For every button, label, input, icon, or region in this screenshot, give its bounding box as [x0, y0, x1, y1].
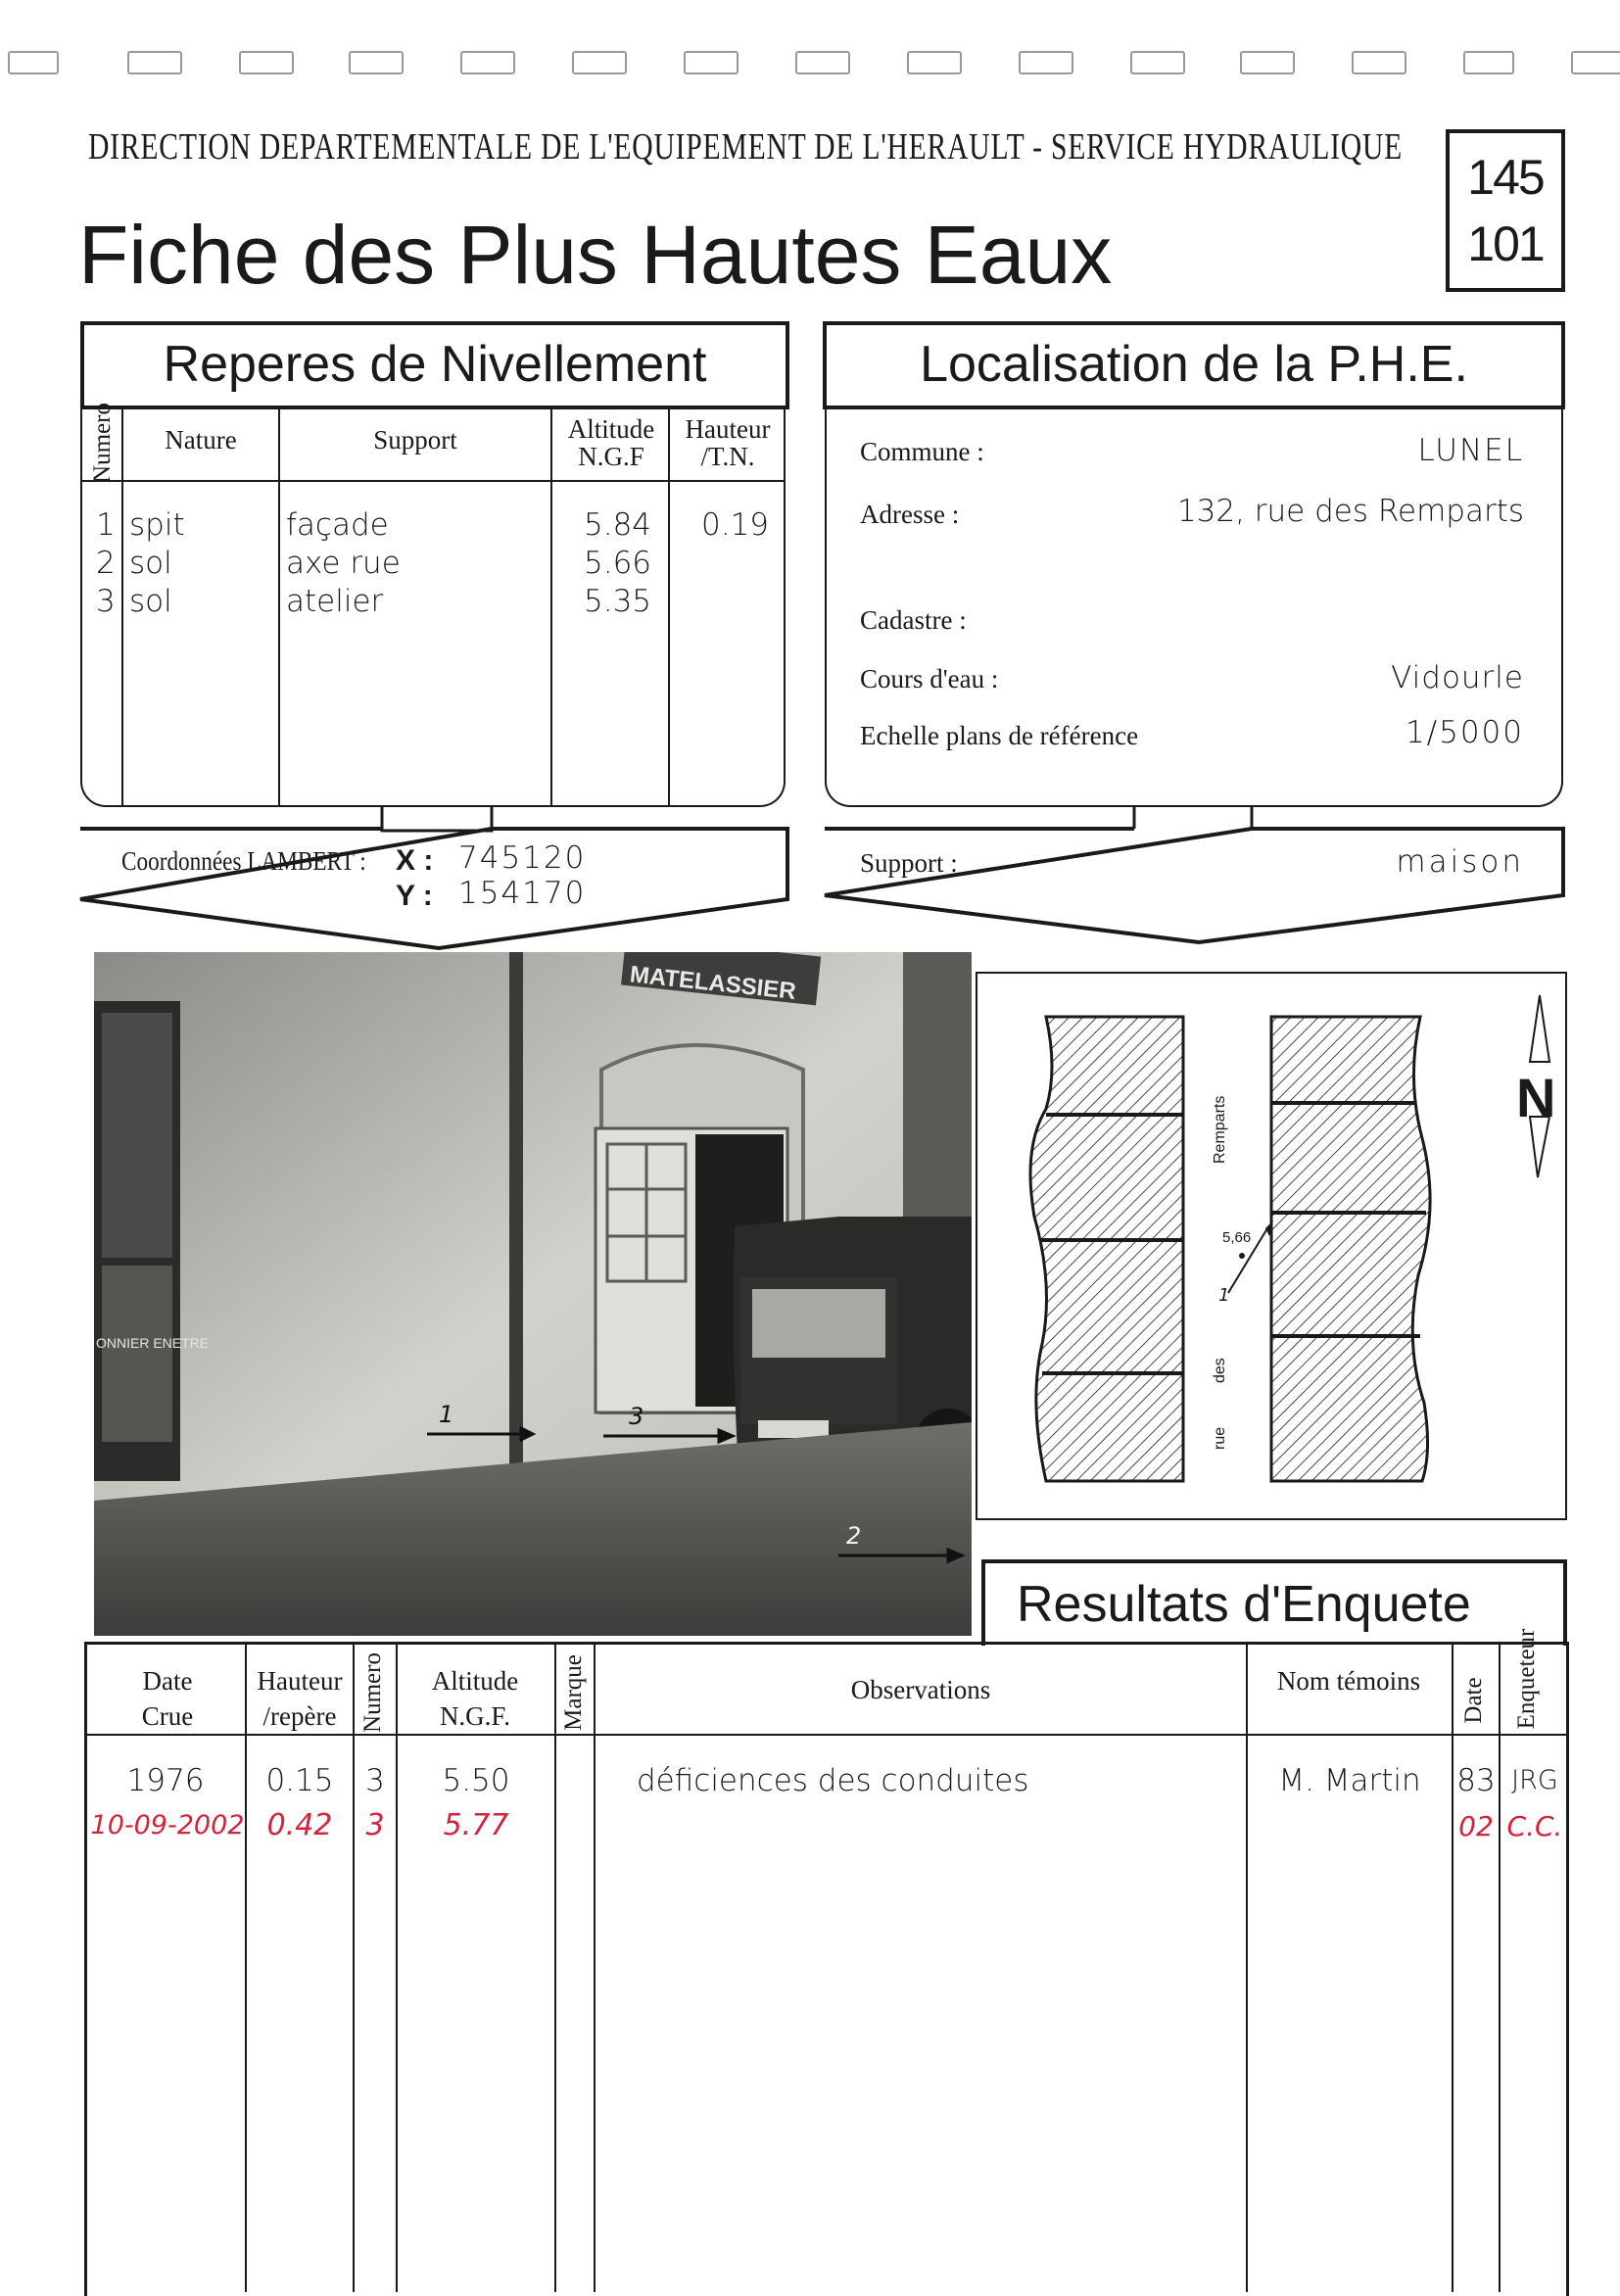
result-date-crue: 1976 [126, 1763, 205, 1798]
photo-mark-1: 1 [439, 1401, 454, 1428]
col-altitude-header: Altitude N.G.F. [431, 1666, 519, 1731]
resultats-table [84, 1642, 1569, 2296]
reperes-row-nature: spit [129, 507, 185, 543]
cadastre-label: Cadastre : [860, 605, 967, 635]
result-hauteur: 0.15 [265, 1763, 334, 1798]
reference-top: 145 [1467, 150, 1544, 205]
echelle-label: Echelle plans de référence [860, 721, 1139, 750]
binder-hole [1130, 51, 1185, 74]
col-observations-header: Observations [850, 1675, 991, 1704]
adresse-label: Adresse : [860, 500, 960, 529]
col-enqueteur-header: Enqueteur [1513, 1628, 1540, 1730]
col-support-header: Support [373, 425, 457, 454]
site-photo [94, 952, 972, 1636]
binder-hole [127, 51, 182, 74]
result-numero: 3 [365, 1763, 385, 1798]
reperes-row-hauteur: 0.19 [701, 507, 770, 543]
reperes-title: Reperes de Nivellement [163, 336, 707, 393]
localisation-title: Localisation de la P.H.E. [920, 336, 1468, 393]
plan-street-remparts: Remparts [1212, 1095, 1228, 1164]
commune-label: Commune : [860, 437, 984, 466]
col-date-crue-header: Date Crue [141, 1666, 194, 1731]
col-numero-header: Numero [89, 403, 116, 483]
support-value: maison [1396, 844, 1524, 880]
col-altitude-header: Altitude N.G.F [567, 414, 655, 471]
resultats-title: Resultats d'Enquete [1017, 1576, 1471, 1633]
lambert-arrow-frame [76, 803, 801, 960]
echelle-value: 1/5000 [1405, 715, 1524, 750]
col-nom-temoins-header: Nom témoins [1276, 1666, 1421, 1696]
result-hauteur: 0.42 [266, 1808, 333, 1842]
reference-box [1446, 129, 1565, 292]
site-plan [976, 972, 1567, 1520]
support-label: Support : [860, 848, 958, 878]
plan-spot-value: 5,66 [1222, 1229, 1252, 1246]
col-hauteur-repere-header: Hauteur /repère [257, 1666, 343, 1731]
result-enqueteur: JRG [1511, 1765, 1558, 1795]
plan-street-rue: rue [1212, 1426, 1228, 1450]
result-date: 02 [1458, 1810, 1494, 1842]
north-arrow-icon: N [1516, 1067, 1556, 1128]
binder-hole [1240, 51, 1295, 74]
cours-eau-value: Vidourle [1391, 660, 1524, 695]
binder-hole [460, 51, 515, 74]
photo-mark-3: 3 [629, 1403, 644, 1430]
cours-eau-label: Cours d'eau : [860, 664, 999, 694]
reperes-row-altitude: 5.35 [584, 584, 652, 619]
binder-hole [1019, 51, 1073, 74]
reperes-row-support: axe rue [286, 546, 401, 581]
localisation-title-box [823, 321, 1565, 409]
reperes-row-altitude: 5.66 [584, 546, 652, 581]
reperes-row-numero: 2 [96, 546, 116, 581]
reperes-row-numero: 3 [96, 584, 116, 619]
binder-hole [349, 51, 404, 74]
reference-bottom: 101 [1467, 216, 1544, 271]
binder-hole [907, 51, 962, 74]
reperes-row-nature: sol [129, 584, 172, 619]
plan-spot-mark: 1 [1218, 1285, 1230, 1306]
support-arrow-frame [819, 803, 1573, 960]
x-label: X : [396, 844, 434, 877]
y-label: Y : [396, 880, 433, 912]
reperes-row-numero: 1 [96, 507, 116, 543]
x-value: 745120 [458, 840, 587, 876]
photo-mark-2: 2 [846, 1522, 862, 1550]
binder-hole [239, 51, 294, 74]
department-header: DIRECTION DEPARTEMENTALE DE L'EQUIPEMENT DE L'HERAULT - SERVICE HYDRAULIQUE [88, 126, 1404, 167]
col-hauteur-header: Hauteur /T.N. [685, 414, 771, 471]
plan-street-des: des [1212, 1358, 1228, 1383]
page-title: Fiche des Plus Hautes Eaux [78, 209, 1113, 301]
commune-value: LUNEL [1417, 433, 1524, 468]
reperes-row-support: façade [286, 507, 389, 543]
col-nature-header: Nature [165, 425, 237, 454]
reperes-title-box [80, 321, 789, 409]
col-date-header: Date [1460, 1677, 1487, 1724]
col-numero-header: Numero [359, 1652, 386, 1733]
y-value: 154170 [458, 876, 587, 911]
reperes-row-altitude: 5.84 [584, 507, 652, 543]
lambert-label: Coordonnées LAMBERT : [121, 846, 366, 876]
result-altitude: 5.50 [442, 1763, 510, 1798]
result-numero: 3 [365, 1808, 385, 1842]
resultats-title-box [981, 1559, 1567, 1646]
reperes-row-nature: sol [129, 546, 172, 581]
binder-hole [684, 51, 739, 74]
result-enqueteur: C.C. [1506, 1810, 1563, 1842]
binder-hole [1571, 51, 1620, 74]
photo-sign-text: MATELASSIER [628, 961, 797, 1006]
result-altitude: 5.77 [443, 1808, 509, 1842]
result-date-crue: 10-09-2002 [90, 1810, 245, 1841]
reperes-row-support: atelier [286, 584, 384, 619]
binder-hole [795, 51, 850, 74]
col-marque-header: Marque [560, 1654, 587, 1731]
binder-hole [8, 51, 59, 74]
result-observations: déficiences des conduites [637, 1763, 1029, 1798]
adresse-value: 132, rue des Remparts [1176, 494, 1524, 529]
result-date: 83 [1456, 1763, 1496, 1798]
binder-hole [1463, 51, 1514, 74]
result-nom: M. Martin [1278, 1763, 1421, 1798]
binder-hole [572, 51, 627, 74]
binder-hole [1352, 51, 1406, 74]
photo-window-text: ONNIER ENETRE [96, 1335, 210, 1351]
